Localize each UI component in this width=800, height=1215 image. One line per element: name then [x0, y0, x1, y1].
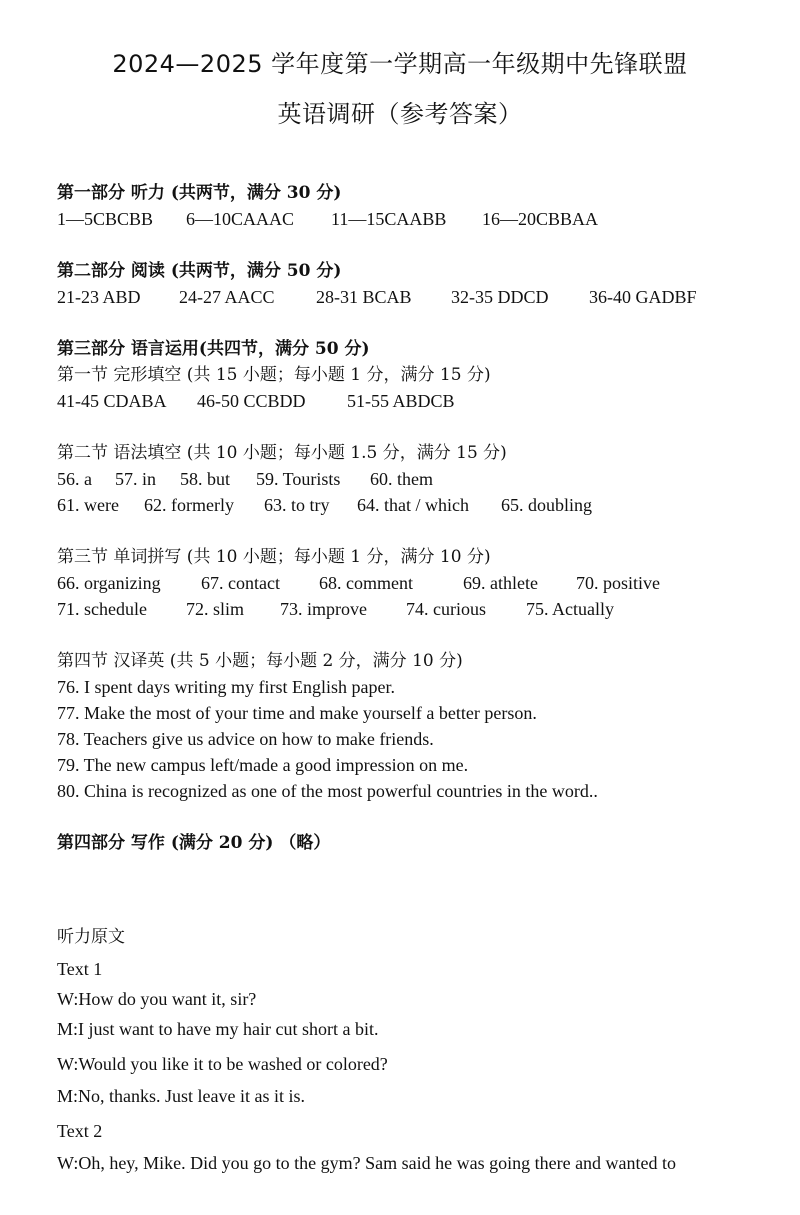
- grammar-answer: 59. Tourists: [256, 469, 341, 489]
- part4-heading: 第四部分 写作 (满分 20 分) （略）: [57, 833, 331, 853]
- spelling-answer: 68. comment: [319, 573, 413, 593]
- part3-section1-answer: 51-55 ABDCB: [347, 391, 455, 411]
- part3-section3-heading: 第三节 单词拼写 (共 10 小题；每小题 1 分，满分 10 分): [57, 547, 491, 567]
- transcript-line: Text 2: [57, 1121, 103, 1141]
- part3-section1-answer: 46-50 CCBDD: [197, 391, 306, 411]
- transcript-line: M:No, thanks. Just leave it as it is.: [57, 1086, 305, 1106]
- grammar-answer: 64. that / which: [357, 495, 469, 515]
- grammar-answer: 60. them: [370, 469, 433, 489]
- part3-section1-answer: 41-45 CDABA: [57, 391, 167, 411]
- translation-sentence: 77. Make the most of your time and make yourself a better person.: [57, 703, 537, 723]
- translation-sentence: 78. Teachers give us advice on how to make friends.: [57, 729, 434, 749]
- transcript-line: Text 1: [57, 959, 103, 979]
- translation-sentence: 80. China is recognized as one of the most powerful countries in the word..: [57, 781, 598, 801]
- spelling-answer: 72. slim: [186, 599, 245, 619]
- part1-answer: 6—10CAAAC: [186, 209, 295, 229]
- transcript-line: W:How do you want it, sir?: [57, 989, 257, 1009]
- spelling-answer: 75. Actually: [526, 599, 614, 619]
- document-title: 2024—2025 学年度第一学期高一年级期中先锋联盟: [112, 50, 688, 78]
- grammar-answer: 65. doubling: [501, 495, 593, 515]
- spelling-answer: 71. schedule: [57, 599, 147, 619]
- part1-answer: 1—5CBCBB: [57, 209, 154, 229]
- spelling-answer: 66. organizing: [57, 573, 161, 593]
- grammar-answer: 62. formerly: [144, 495, 234, 515]
- spelling-answer: 70. positive: [576, 573, 660, 593]
- spelling-answer: 73. improve: [280, 599, 367, 619]
- part3-section4-heading: 第四节 汉译英 (共 5 小题；每小题 2 分，满分 10 分): [57, 651, 463, 671]
- grammar-answer: 56. a: [57, 469, 92, 489]
- part2-answer: 32-35 DDCD: [451, 287, 549, 307]
- translation-sentence: 79. The new campus left/made a good impression on me.: [57, 755, 469, 775]
- part3-heading: 第三部分 语言运用(共四节，满分 50 分): [57, 339, 370, 359]
- part2-heading: 第二部分 阅读 (共两节，满分 50 分): [57, 261, 342, 281]
- part2-answer: 36-40 GADBF: [589, 287, 697, 307]
- transcript-line: W:Oh, hey, Mike. Did you go to the gym? Sam said he was going there and wanted to: [57, 1153, 677, 1173]
- spelling-answer: 67. contact: [201, 573, 280, 593]
- transcript-line: M:I just want to have my hair cut short a bit.: [57, 1019, 379, 1039]
- transcript-line: W:Would you like it to be washed or colored?: [57, 1054, 388, 1074]
- grammar-answer: 61. were: [57, 495, 119, 515]
- document-subtitle: 英语调研（参考答案）: [277, 100, 523, 128]
- grammar-answer: 58. but: [180, 469, 231, 489]
- part2-answer: 24-27 AACC: [179, 287, 275, 307]
- part1-heading: 第一部分 听力 (共两节，满分 30 分): [57, 183, 342, 203]
- part2-answer: 28-31 BCAB: [316, 287, 412, 307]
- part3-section1-heading: 第一节 完形填空 (共 15 小题；每小题 1 分，满分 15 分): [57, 365, 491, 385]
- grammar-answer: 57. in: [115, 469, 157, 489]
- spelling-answer: 74. curious: [406, 599, 486, 619]
- translation-sentence: 76. I spent days writing my first English paper.: [57, 677, 395, 697]
- transcript-heading: 听力原文: [57, 927, 125, 947]
- part1-answer: 16—20CBBAA: [482, 209, 599, 229]
- part2-answer: 21-23 ABD: [57, 287, 141, 307]
- part3-section2-heading: 第二节 语法填空 (共 10 小题；每小题 1.5 分，满分 15 分): [57, 443, 507, 463]
- spelling-answer: 69. athlete: [463, 573, 538, 593]
- grammar-answer: 63. to try: [264, 495, 330, 515]
- part1-answer: 11—15CAABB: [331, 209, 447, 229]
